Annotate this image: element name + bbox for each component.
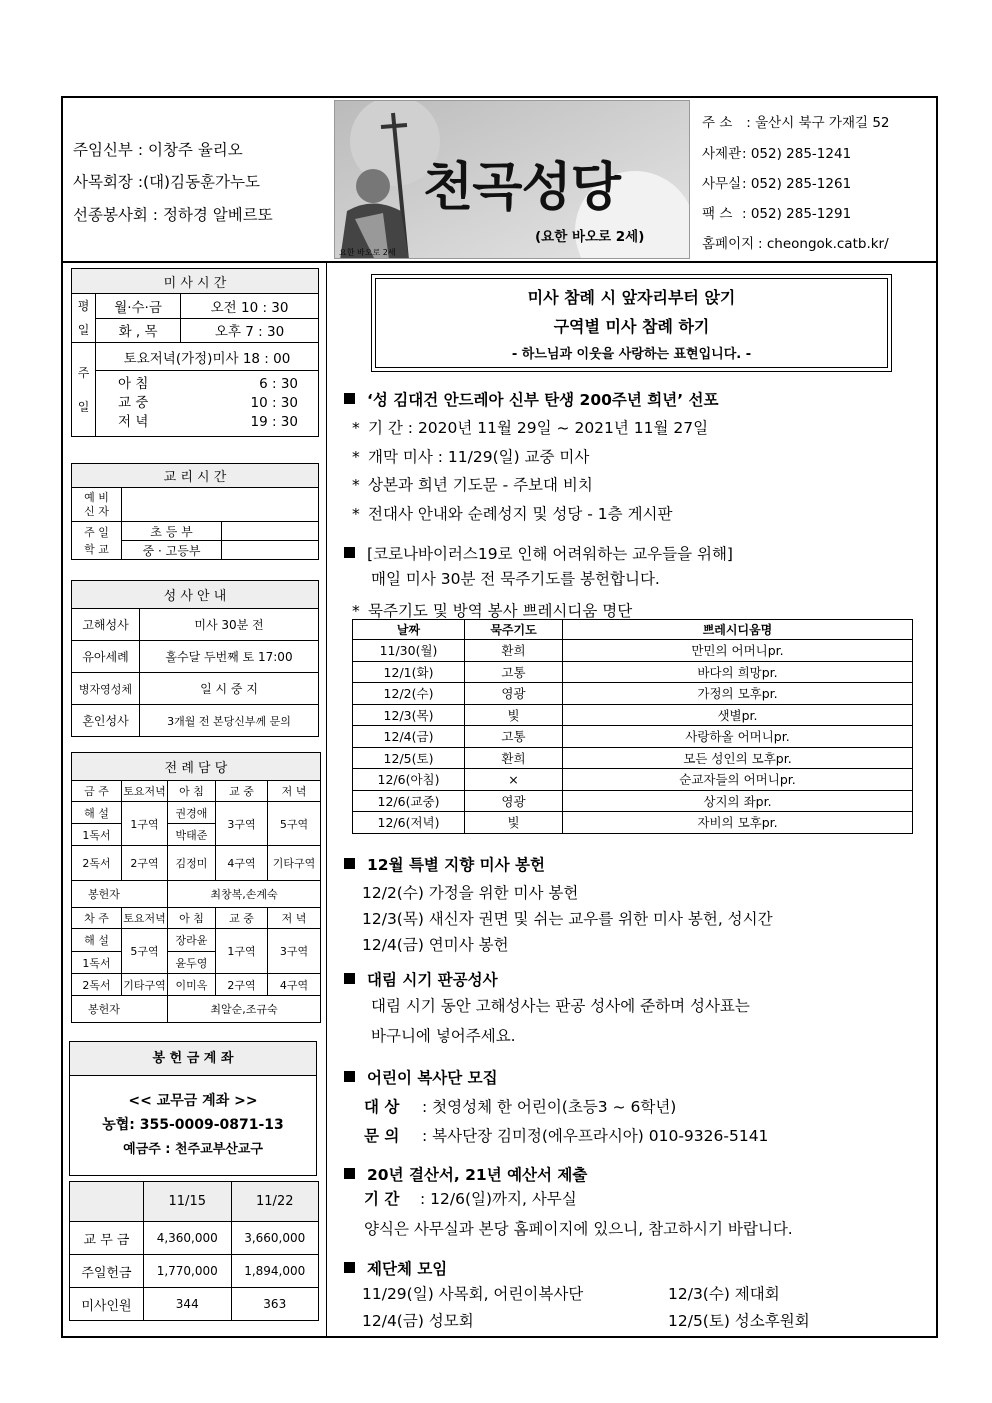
this-week-sat-commentator: 1구역: [122, 802, 168, 846]
next-reading1-label: 1독서: [72, 952, 122, 974]
confession-value: 미사 30분 전: [140, 609, 319, 641]
star-bullet-icon: *: [352, 602, 360, 620]
elementary-time: [222, 522, 319, 541]
collection-label: 주일헌금: [70, 1255, 144, 1288]
meeting-item-1: 11/29(일) 사목회, 어린이복사단: [362, 1285, 584, 1303]
catechumen-label: 예 비 신 자: [72, 488, 122, 522]
rosary-praesidium: 모든 성인의 모후pr.: [563, 747, 913, 769]
sunday-school-label: 주 일 학 교: [72, 522, 122, 560]
next-week-main-commentator: 1구역: [216, 929, 268, 974]
this-week-head-sat: 토요저녁: [122, 781, 168, 802]
liturgy-title: 전 례 담 당: [72, 753, 321, 781]
altar-target: 대 상 : 첫영성체 한 어린이(초등3 ~ 6학년): [364, 1098, 677, 1116]
elementary-label: 초 등 부: [122, 522, 222, 541]
homepage-line: 홈페이지 : cheongok.catb.kr/: [702, 236, 889, 252]
meeting-item-3: 12/4(금) 성모회: [362, 1312, 474, 1330]
rosary-mystery: 영광: [465, 790, 563, 812]
meetings-heading: 제단체 모임: [344, 1257, 447, 1279]
rosary-mystery: 고통: [465, 726, 563, 748]
rectory-phone: 사제관: 052) 285-1241: [702, 146, 852, 162]
this-week-morning-reading2: 김정미: [168, 846, 216, 881]
rosary-mystery: 환희: [465, 640, 563, 662]
this-week-eve-reading: 기타구역: [268, 846, 321, 881]
december-heading: 12월 특별 지향 미사 봉헌: [344, 853, 545, 875]
rosary-praesidium: 상지의 좌pr.: [563, 790, 913, 812]
next-week-head: 차 주: [72, 908, 122, 929]
star-bullet-icon: *: [352, 419, 360, 437]
star-bullet-icon: *: [352, 476, 360, 494]
next-week-head-eve: 저 녁: [268, 908, 321, 929]
rosary-praesidium: 자비의 모후pr.: [563, 812, 913, 834]
mass-title: 미 사 시 간: [72, 269, 319, 294]
baptism-label: 유아세례: [72, 641, 140, 673]
funeral-line: 선종봉사회 : 정하경 알베르또: [73, 206, 273, 224]
rosary-date: 11/30(월): [353, 640, 465, 662]
rosary-praesidium: 사랑하올 어머니pr.: [563, 726, 913, 748]
this-week-head-morning: 아 침: [168, 781, 216, 802]
square-bullet-icon: [344, 973, 355, 984]
photo-caption: 요한 바오로 2세: [339, 248, 396, 257]
rosary-date: 12/6(저녁): [353, 812, 465, 834]
meeting-item-4: 12/5(토) 성소후원회: [668, 1312, 810, 1330]
marriage-label: 혼인성사: [72, 705, 140, 737]
notice-box: [371, 274, 892, 372]
altar-contact: 문 의 : 복사단장 김미정(에우프라시아) 010-9326-5141: [364, 1127, 769, 1145]
altar-heading: 어린이 복사단 모집: [344, 1066, 498, 1088]
this-week-offertory: 최창복,손계숙: [168, 881, 321, 908]
rosary-praesidium: 가정의 모후pr.: [563, 683, 913, 705]
rosary-col-praesidium: 쁘레시디움명: [563, 620, 913, 640]
middle-high-time: [222, 541, 319, 560]
budget-note: 양식은 사무실과 본당 홈페이지에 있으니, 참고하시기 바랍니다.: [364, 1220, 793, 1238]
collection-b: 1,894,000: [231, 1255, 319, 1288]
account-heading: << 교무금 계좌 >>: [128, 1093, 258, 1109]
next-week-offertory-label: 봉헌자: [72, 996, 168, 1023]
reading2-label: 2독서: [72, 846, 122, 881]
rosary-date: 12/3(목): [353, 704, 465, 726]
next-week-head-main: 교 중: [216, 908, 268, 929]
rosary-row: [353, 747, 913, 769]
next-reading2-label: 2독서: [72, 974, 122, 996]
offering-account-box: [69, 1041, 317, 1176]
office-phone: 사무실: 052) 285-1261: [702, 176, 852, 192]
parish-subtitle: (요한 바오로 2세): [535, 229, 645, 245]
december-item-1: 12/2(수) 가정을 위한 미사 봉헌: [362, 884, 579, 902]
december-item-3: 12/4(금) 연미사 봉헌: [362, 936, 509, 954]
account-holder: 예금주 : 천주교부산교구: [123, 1142, 263, 1157]
rosary-date: 12/2(수): [353, 683, 465, 705]
advent-heading: 대림 시기 판공성사: [344, 968, 498, 990]
weekday-time-2: 오후 7 : 30: [181, 318, 319, 343]
rosary-row: [353, 683, 913, 705]
rosary-mystery: 빛: [465, 812, 563, 834]
stats-col-1: 11/15: [144, 1182, 232, 1222]
attendance-b: 363: [231, 1288, 319, 1321]
catechumen-time: [122, 488, 319, 522]
notice-line-2: 구역별 미사 참례 하기: [553, 317, 710, 336]
rosary-row: [353, 726, 913, 748]
attendance-label: 미사인원: [70, 1288, 144, 1321]
attendance-a: 344: [144, 1288, 232, 1321]
next-week-eve-reading: 4구역: [268, 974, 321, 996]
council-line: 사목회장 :(대)김동훈가누도: [73, 173, 260, 191]
baptism-value: 홀수달 두번째 토 17:00: [140, 641, 319, 673]
stats-corner: [70, 1182, 144, 1222]
rosary-mystery: 빛: [465, 704, 563, 726]
rosary-date: 12/5(토): [353, 747, 465, 769]
next-commentator-label: 해 설: [72, 929, 122, 952]
this-week-head-eve: 저 녁: [268, 781, 321, 802]
corona-heading: [코로나바이러스19로 인해 어려워하는 교우들을 위해]: [344, 542, 733, 564]
rosary-col-date: 날짜: [353, 620, 465, 640]
reading1-label: 1독서: [72, 824, 122, 846]
star-bullet-icon: *: [352, 448, 360, 466]
next-week-sat-commentator: 5구역: [122, 929, 168, 974]
marriage-value: 3개월 전 본당신부께 문의: [140, 705, 319, 737]
confession-label: 고해성사: [72, 609, 140, 641]
jubilee-item-1: * 기 간 : 2020년 11월 29일 ~ 2021년 11월 27일: [352, 419, 709, 437]
this-week-morning-reading1: 박태준: [168, 824, 216, 846]
this-week-offertory-label: 봉헌자: [72, 881, 168, 908]
catechism-table: [71, 463, 319, 560]
corona-line-2: 매일 미사 30분 전 묵주기도를 봉헌합니다.: [371, 570, 660, 588]
square-bullet-icon: [344, 1071, 355, 1082]
notice-line-3: - 하느님과 이웃을 사랑하는 표현입니다. -: [511, 347, 752, 362]
this-week-head-main: 교 중: [216, 781, 268, 802]
rosary-mystery: ×: [465, 769, 563, 791]
advent-line-1: 대림 시기 동안 고해성사는 판공 성사에 준하며 성사표는: [371, 997, 750, 1015]
rosary-date: 12/6(아침): [353, 769, 465, 791]
weekday-label: 평 일: [72, 294, 96, 343]
square-bullet-icon: [344, 1168, 355, 1179]
next-week-morning-reading2: 이미옥: [168, 974, 216, 996]
column-divider: [326, 261, 327, 1338]
rosary-row: [353, 704, 913, 726]
liturgy-table: [71, 752, 321, 1023]
rosary-mystery: 영광: [465, 683, 563, 705]
rosary-subheading: * 묵주기도 및 방역 봉사 쁘레시디움 명단: [352, 602, 633, 620]
next-week-sat-reading: 기타구역: [122, 974, 168, 996]
mass-times-table: [71, 268, 319, 437]
this-week-eve-commentator: 5구역: [268, 802, 321, 846]
weekday-time-1: 오전 10 : 30: [181, 294, 319, 319]
rosary-row: [353, 812, 913, 834]
weekday-days-2: 화 , 목: [96, 318, 181, 343]
jubilee-item-3: * 상본과 희년 기도문 - 주보대 비치: [352, 476, 593, 494]
middle-high-label: 중 · 고등부: [122, 541, 222, 560]
account-number: 농협: 355-0009-0871-13: [102, 1117, 284, 1133]
rosary-row: [353, 640, 913, 662]
offering-stats-table: [69, 1181, 319, 1321]
square-bullet-icon: [344, 393, 355, 404]
budget-period: 기 간 : 12/6(일)까지, 사무실: [364, 1190, 577, 1208]
rosary-date: 12/4(금): [353, 726, 465, 748]
jubilee-item-4: * 전대사 안내와 순례성지 및 성당 - 1층 게시판: [352, 505, 673, 523]
rosary-date: 12/1(화): [353, 661, 465, 683]
sacraments-table: [71, 580, 319, 737]
square-bullet-icon: [344, 858, 355, 869]
offering-title: 봉 헌 금 계 좌: [70, 1042, 316, 1076]
this-week-main-reading: 4구역: [216, 846, 268, 881]
header-divider: [61, 261, 938, 263]
sunday-mass-list: 아 침 6 : 30 교 중 10 : 30 저 녁 19 : 30: [96, 371, 319, 437]
sunday-label: 주 일: [72, 343, 96, 437]
fax-line: 팩 스 : 052) 285-1291: [702, 206, 852, 222]
rosary-praesidium: 샛별pr.: [563, 704, 913, 726]
next-week-morning-reading1: 윤두영: [168, 952, 216, 974]
homepage-link[interactable]: cheongok.catb.kr/: [766, 236, 889, 252]
rosary-row: [353, 661, 913, 683]
next-week-head-morning: 아 침: [168, 908, 216, 929]
next-week-head-sat: 토요저녁: [122, 908, 168, 929]
december-item-2: 12/3(목) 새신자 권면 및 쉬는 교우를 위한 미사 봉헌, 성시간: [362, 910, 773, 928]
jubilee-heading: ‘성 김대건 안드레아 신부 탄생 200주년 희년’ 선포: [344, 388, 718, 410]
parish-title: 천곡성당: [423, 157, 620, 218]
saturday-mass: 토요저녁(가정)미사 18 : 00: [96, 343, 319, 371]
next-week-eve-commentator: 3구역: [268, 929, 321, 974]
square-bullet-icon: [344, 1262, 355, 1273]
dues-a: 4,360,000: [144, 1222, 232, 1255]
square-bullet-icon: [344, 547, 355, 558]
rosary-date: 12/6(교중): [353, 790, 465, 812]
sick-communion-label: 병자영성체: [72, 673, 140, 705]
weekday-days-1: 월·수·금: [96, 294, 181, 319]
rosary-praesidium: 순교자들의 어머니pr.: [563, 769, 913, 791]
jubilee-item-2: * 개막 미사 : 11/29(일) 교중 미사: [352, 448, 590, 466]
rosary-row: [353, 790, 913, 812]
sick-communion-value: 일 시 중 지: [140, 673, 319, 705]
next-week-morning-commentator: 장라윤: [168, 929, 216, 952]
meeting-item-2: 12/3(수) 제대회: [668, 1285, 780, 1303]
rosary-row: [353, 769, 913, 791]
stats-col-2: 11/22: [231, 1182, 319, 1222]
rosary-mystery: 환희: [465, 747, 563, 769]
dues-label: 교 무 금: [70, 1222, 144, 1255]
collection-a: 1,770,000: [144, 1255, 232, 1288]
catechism-title: 교 리 시 간: [72, 464, 319, 488]
next-week-offertory: 최알순,조규숙: [168, 996, 321, 1023]
pastor-line: 주임신부 : 이창주 율리오: [73, 141, 243, 159]
budget-heading: 20년 결산서, 21년 예산서 제출: [344, 1163, 587, 1185]
dues-b: 3,660,000: [231, 1222, 319, 1255]
next-week-main-reading: 2구역: [216, 974, 268, 996]
rosary-col-mystery: 묵주기도: [465, 620, 563, 640]
this-week-head: 금 주: [72, 781, 122, 802]
rosary-praesidium: 만민의 어머니pr.: [563, 640, 913, 662]
rosary-mystery: 고통: [465, 661, 563, 683]
star-bullet-icon: *: [352, 505, 360, 523]
this-week-main-commentator: 3구역: [216, 802, 268, 846]
commentator-label: 해 설: [72, 802, 122, 824]
rosary-table: [352, 619, 913, 834]
sacraments-title: 성 사 안 내: [72, 581, 319, 609]
this-week-sat-reading: 2구역: [122, 846, 168, 881]
this-week-morning-commentator: 권경애: [168, 802, 216, 824]
notice-line-1: 미사 참례 시 앞자리부터 앉기: [527, 288, 736, 307]
parish-banner: [334, 100, 690, 259]
advent-line-2: 바구니에 넣어주세요.: [371, 1027, 516, 1045]
rosary-praesidium: 바다의 희망pr.: [563, 661, 913, 683]
address-line: 주 소 : 울산시 북구 가재길 52: [702, 115, 890, 131]
